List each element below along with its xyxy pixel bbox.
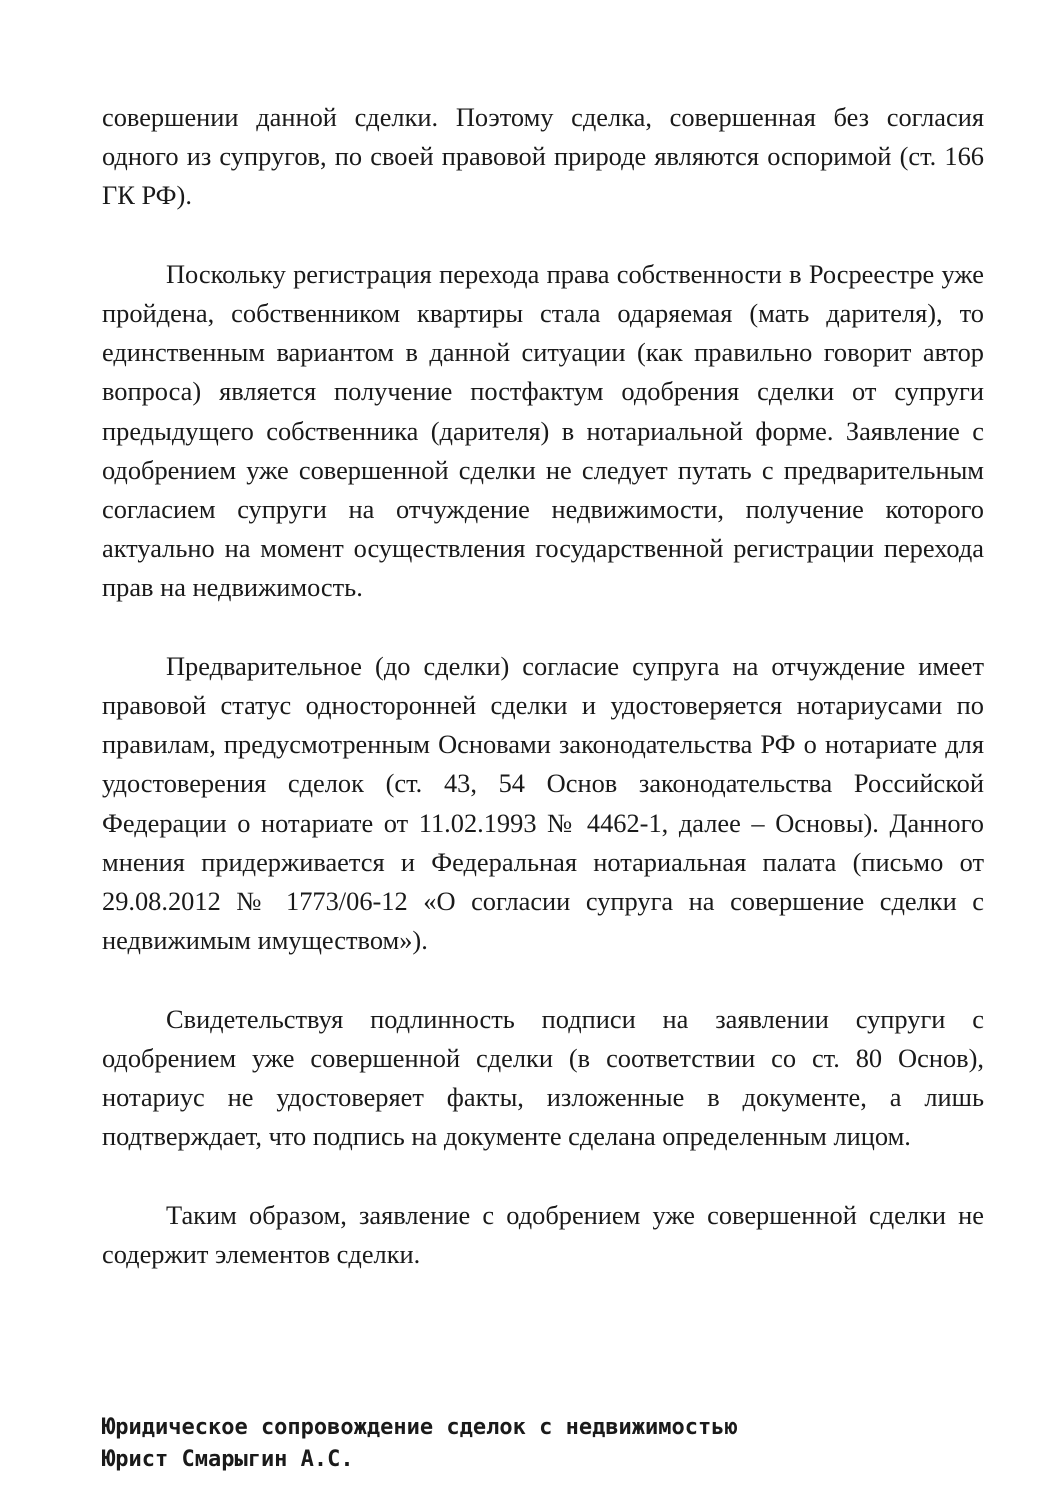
signature-service-line: Юридическое сопровождение сделок с недвижимостью	[102, 1415, 738, 1440]
paragraph-prior-consent: Предварительное (до сделки) согласие супруга на отчуждение имеет правовой статус односторонней сделки и удостоверяется нотариусами по правилам, предусмотренным Основами законодательства РФ о нотариате для удостоверения сделок (ст. 43, 54 Основ законодательства Российской Федерации о нотариате от 11.02.1993 № 4462-1, далее – Основы). Данного мнения придерживается и Федеральная нотариальная палата (письмо от 29.08.2012 № 1773/06-12 «О согласии супруга на совершение сделки с недвижимым имуществом»).	[102, 650, 984, 956]
paragraph-registration: Поскольку регистрация перехода права собственности в Росреестре уже пройдена, собственником квартиры стала одаряемая (мать дарителя), то единственным вариантом в данной ситуации (как правильно говорит автор вопроса) является получение постфактум одобрения сделки от супруги предыдущего собственника (дарителя) в нотариальной форме. Заявление с одобрением уже совершенной сделки не следует путать с предварительным согласием супруги на отчуждение недвижимости, получение которого актуально на момент осуществления государственной регистрации перехода прав на недвижимость.	[102, 258, 984, 603]
paragraph-conclusion: Таким образом, заявление с одобрением уже совершенной сделки не содержит элементов сделки.	[102, 1199, 984, 1269]
signature-author-line: Юрист Смарыгин А.С.	[102, 1447, 354, 1472]
paragraph-continuation: совершении данной сделки. Поэтому сделка, совершенная без согласия одного из супругов, по своей правовой природе являются оспоримой (ст. 166 ГК РФ).	[102, 102, 984, 211]
paragraph-notary: Свидетельствуя подлинность подписи на заявлении супруги с одобрением уже совершенной сделки (в соответствии со ст. 80 Основ), нотариус не удостоверяет факты, изложенные в документе, а лишь подтверждает, что подпись на документе сделана определенным лицом.	[102, 1003, 984, 1152]
signature-block	[102, 1412, 1002, 1476]
document-body	[102, 98, 984, 1274]
